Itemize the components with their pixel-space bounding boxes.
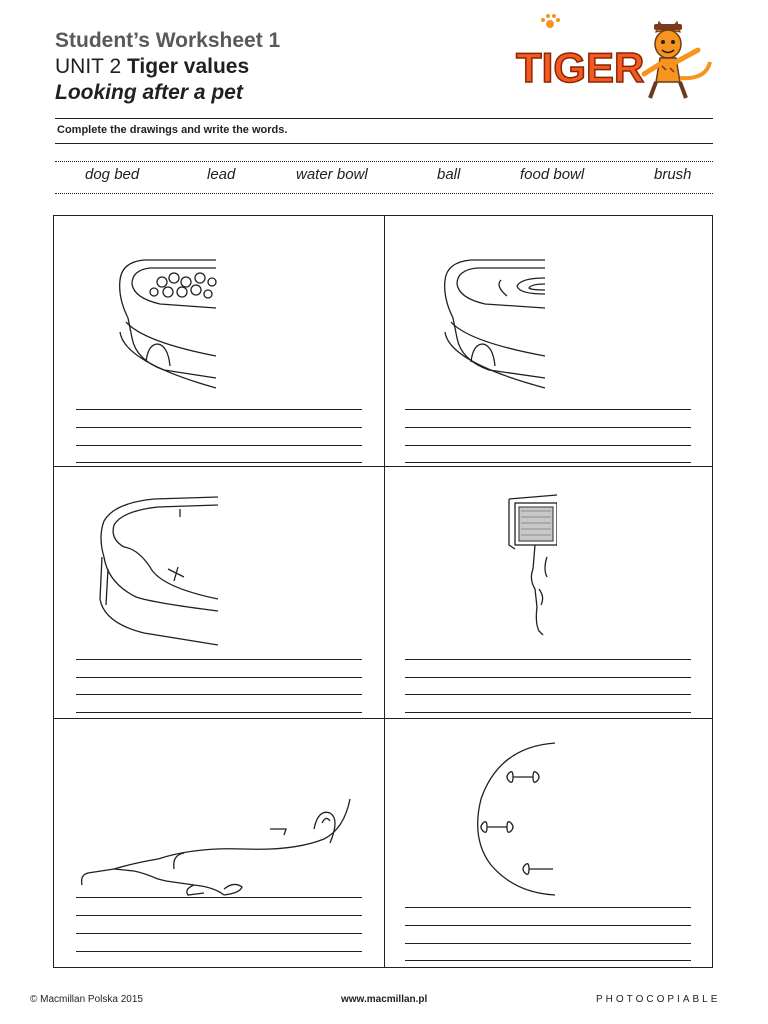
answer-line [76,915,362,916]
worksheet-header [55,28,280,106]
answer-line [76,694,362,695]
word-item: lead [207,166,236,183]
unit-heading [55,54,280,80]
brush-half-icon [495,489,557,639]
instruction-rule [55,143,713,144]
unit-prefix: UNIT 2 [55,55,122,78]
answer-line [405,907,691,908]
answer-line [405,960,691,961]
word-item: food bowl [520,166,585,183]
answer-line [405,712,691,713]
answer-line [405,659,691,660]
answer-line [405,409,691,410]
word-bank [55,166,713,188]
drawing-cell [54,719,384,970]
answer-line [405,677,691,678]
drawing-cell [54,467,384,718]
answer-line [76,409,362,410]
answer-line [405,925,691,926]
answer-line [405,943,691,944]
paw-print-icon [541,14,560,28]
answer-line [405,427,691,428]
copyright-text: © Macmillan Polska 2015 [30,994,143,1005]
answer-line [76,951,362,952]
answer-line [76,659,362,660]
drawing-cell [385,719,715,970]
word-bank-top-rule [55,161,713,162]
worksheet-subtitle: Looking after a pet [55,81,243,104]
logo-text: TIGER [516,44,645,91]
drawing-cell [385,467,715,718]
answer-line [76,677,362,678]
instruction-text: Complete the drawings and write the words. [57,124,288,136]
word-item: ball [437,166,461,183]
answer-line [76,897,362,898]
answer-line [76,712,362,713]
ball-half-icon [469,739,559,899]
drawing-cell [385,216,715,467]
answer-line [76,445,362,446]
answer-line [405,694,691,695]
word-item: water bowl [296,166,368,183]
dog-bed-half-icon [94,487,224,647]
drawing-cell [54,216,384,467]
answer-line [405,462,691,463]
word-item: dog bed [85,166,140,183]
tiger-logo [510,10,725,105]
tiger-mascot-icon [644,22,710,98]
answer-line [76,933,362,934]
food-bowl-half-icon [104,238,224,398]
water-bowl-half-icon [425,238,549,398]
unit-name: Tiger values [126,55,250,78]
photocopiable-label: PHOTOCOPIABLE [596,994,721,1005]
lead-half-icon [74,789,354,899]
answer-line [76,462,362,463]
word-bank-bottom-rule [55,193,713,194]
answer-line [405,445,691,446]
answer-line [76,427,362,428]
word-item: brush [654,166,692,183]
top-rule [55,118,713,119]
worksheet-title: Student’s Worksheet 1 [55,29,281,52]
website-link[interactable]: www.macmillan.pl [341,994,428,1005]
